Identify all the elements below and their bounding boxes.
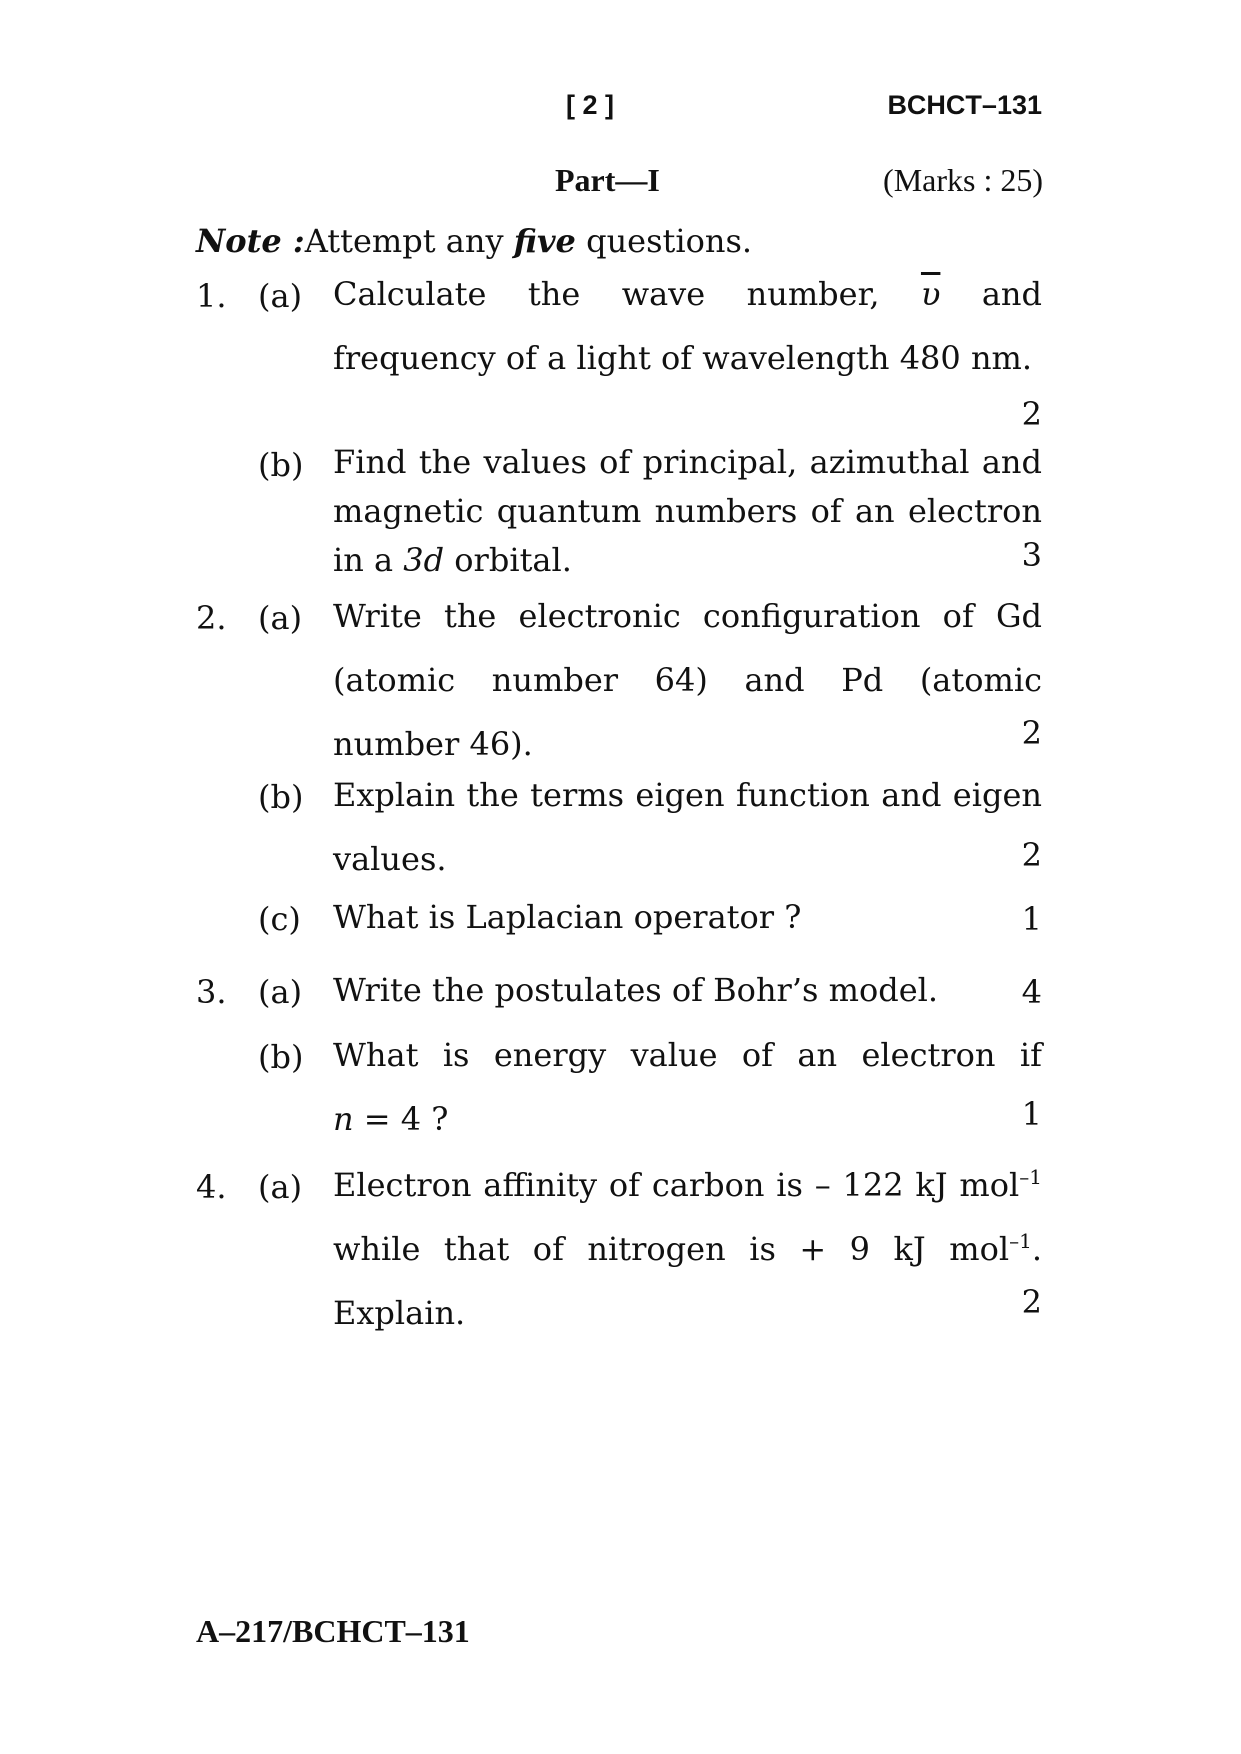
q2-a-line2: (atomic number 64) and Pd (atomic — [333, 661, 1042, 699]
q2-b-line2: values. — [333, 840, 447, 878]
note-text-after: questions. — [575, 222, 753, 260]
q2-b-line1: Explain the terms eigen function and eigen — [333, 776, 1042, 814]
note-label: Note : — [196, 222, 305, 260]
q4-a-line1: Electron affinity of carbon is – 122 kJ mol$^{-1}$ — [333, 1165, 1042, 1204]
q2-c-text — [333, 885, 1042, 949]
q1-a-text — [333, 262, 1042, 390]
q4-a-marks: 2 — [1021, 1283, 1042, 1321]
q3-b-marks: 1 — [1021, 1095, 1042, 1133]
question-number-2: 2. — [196, 599, 227, 637]
q1-b-line3: in a 3d orbital. — [333, 541, 572, 579]
q3-a-line1: Write the postulates of Bohr’s model. — [333, 971, 939, 1009]
q2-c-marks: 1 — [1021, 900, 1042, 938]
q1-a-label: (a) — [258, 277, 303, 315]
q1-a-line2: frequency of a light of wavelength 480 nm. — [333, 339, 1033, 377]
q3-b-line1: What is energy value of an electron if — [333, 1036, 1042, 1074]
footer-code: A–217/BCHCT–131 — [196, 1613, 470, 1649]
note-text-before: Attempt any — [304, 222, 514, 260]
q1-b-text — [333, 438, 1042, 585]
q1-a-marks: 2 — [1021, 395, 1042, 433]
q2-a-text — [333, 584, 1042, 776]
note — [196, 222, 752, 260]
wave-number-symbol: $\overline{\upsilon}$ — [920, 275, 941, 313]
q3-b-label: (b) — [258, 1038, 304, 1076]
note-emphasis: five — [513, 222, 576, 260]
part-title: Part—I — [555, 162, 660, 198]
q3-a-text — [333, 958, 1042, 1022]
page-number: [ 2 ] — [566, 90, 615, 120]
q1-b-label: (b) — [258, 446, 304, 484]
question-number-1: 1. — [196, 277, 227, 315]
q4-a-line3: Explain. — [333, 1294, 466, 1332]
q3-a-label: (a) — [258, 973, 303, 1011]
q2-b-label: (b) — [258, 778, 304, 816]
q2-a-label: (a) — [258, 599, 303, 637]
q4-a-label: (a) — [258, 1168, 303, 1206]
q3-a-marks: 4 — [1021, 973, 1042, 1011]
q2-c-line1: What is Laplacian operator ? — [333, 898, 802, 936]
q2-a-line3: number 46). — [333, 725, 533, 763]
paper-code: BCHCT–131 — [887, 90, 1042, 120]
q1-b-marks: 3 — [1021, 536, 1042, 574]
q1-b-line2: magnetic quantum numbers of an electron — [333, 492, 1042, 530]
q1-a-line1: Calculate the wave number, $\overline{\upsilon}$ and — [333, 275, 1042, 313]
part-marks: (Marks : 25) — [883, 162, 1043, 198]
question-number-4: 4. — [196, 1168, 227, 1206]
q2-c-label: (c) — [258, 900, 301, 938]
q3-b-line2: n = 4 ? — [333, 1100, 449, 1138]
q4-a-line2: while that of nitrogen is + 9 kJ mol$^{-1}$. — [333, 1229, 1042, 1268]
question-number-3: 3. — [196, 973, 227, 1011]
q3-b-text — [333, 1023, 1042, 1151]
q2-b-marks: 2 — [1021, 836, 1042, 874]
q1-b-line1: Find the values of principal, azimuthal and — [333, 443, 1042, 481]
q4-a-text — [333, 1153, 1042, 1345]
q2-a-line1: Write the electronic configuration of Gd — [333, 597, 1042, 635]
q2-a-marks: 2 — [1021, 714, 1042, 752]
q2-b-text — [333, 763, 1042, 891]
